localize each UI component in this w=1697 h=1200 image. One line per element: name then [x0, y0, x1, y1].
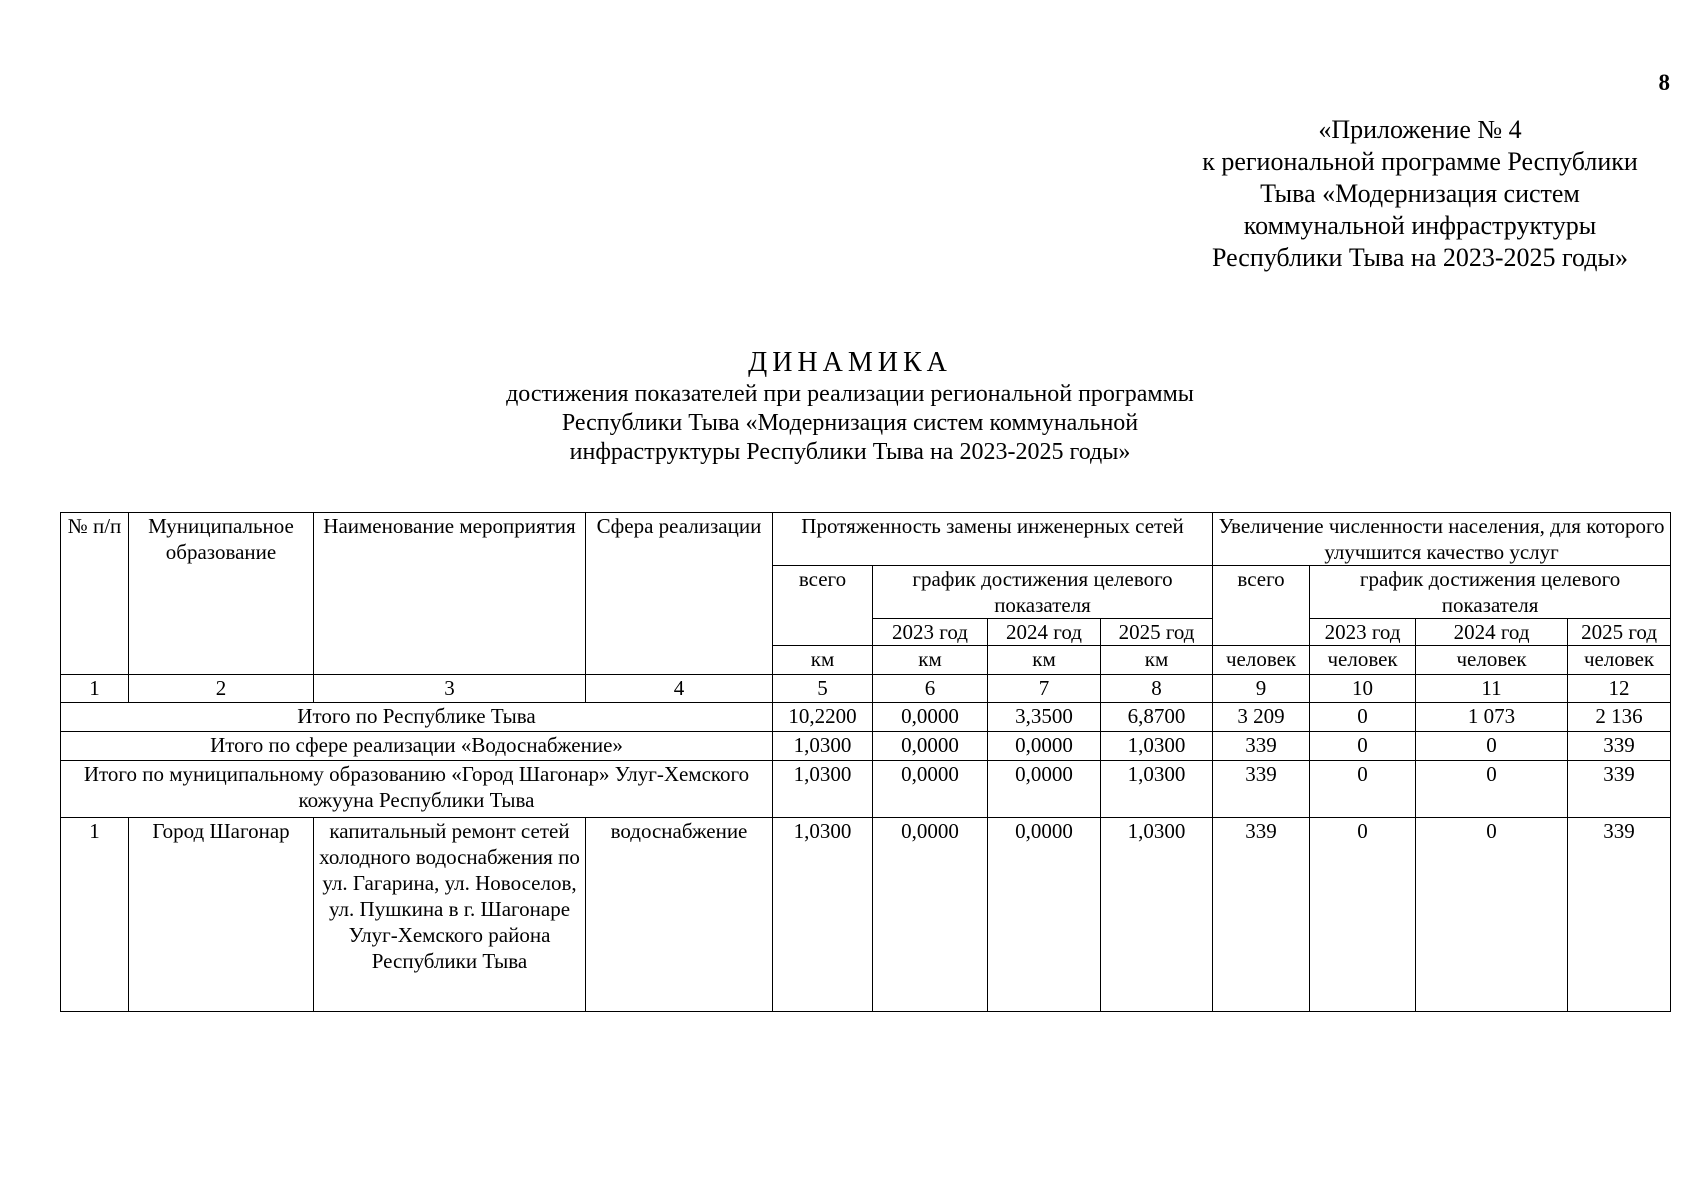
header-sphere: Сфера реализации: [586, 513, 773, 675]
column-number: 9: [1213, 675, 1310, 703]
column-number: 8: [1101, 675, 1213, 703]
value-cell: 0: [1416, 732, 1568, 761]
title-line: инфраструктуры Республики Тыва на 2023-2025 годы»: [569, 439, 1131, 465]
value-cell: 1,0300: [1101, 761, 1213, 818]
item-event: капитальный ремонт сетей холодного водоснабжения по ул. Гагарина, ул. Новоселов, ул. Пушкина в г. Шагонаре Улуг-Хемского района Республики Тыва: [314, 818, 586, 1012]
column-number: 2: [129, 675, 314, 703]
header-year-2025: 2025 год: [1568, 619, 1671, 646]
column-number: 11: [1416, 675, 1568, 703]
appendix-line: Тыва «Модернизация систем: [1260, 179, 1580, 208]
unit-km: км: [1101, 646, 1213, 675]
value-cell: 1,0300: [773, 732, 873, 761]
title-heading: ДИНАМИКА: [748, 347, 952, 378]
value-cell: 339: [1568, 732, 1671, 761]
column-numbers-row: [61, 675, 1671, 703]
value-cell: 0,0000: [988, 818, 1101, 1012]
summary-row-municipality: [61, 761, 1671, 818]
column-number: 6: [873, 675, 988, 703]
header-population-total: всего: [1213, 566, 1310, 646]
value-cell: 6,8700: [1101, 703, 1213, 732]
unit-km: км: [988, 646, 1101, 675]
unit-people: человек: [1310, 646, 1416, 675]
header-num: № п/п: [61, 513, 129, 675]
value-cell: 0,0000: [873, 732, 988, 761]
header-year-2023: 2023 год: [1310, 619, 1416, 646]
header-row: [61, 513, 1671, 566]
summary-label: Итого по муниципальному образованию «Город Шагонар» Улуг-Хемского кожууна Республики Тыва: [61, 761, 773, 818]
value-cell: 1,0300: [773, 761, 873, 818]
header-population-schedule: график достижения целевого показателя: [1310, 566, 1671, 619]
column-number: 4: [586, 675, 773, 703]
value-cell: 3 209: [1213, 703, 1310, 732]
column-number: 3: [314, 675, 586, 703]
document-title: [400, 346, 1300, 467]
header-length-schedule: график достижения целевого показателя: [873, 566, 1213, 619]
unit-km: км: [873, 646, 988, 675]
item-sphere: водоснабжение: [586, 818, 773, 1012]
value-cell: 0,0000: [873, 761, 988, 818]
value-cell: 0: [1310, 818, 1416, 1012]
value-cell: 1,0300: [1101, 818, 1213, 1012]
unit-km: км: [773, 646, 873, 675]
summary-row-sphere: [61, 732, 1671, 761]
item-num: 1: [61, 818, 129, 1012]
value-cell: 0: [1416, 818, 1568, 1012]
dynamics-table: [60, 512, 1671, 1012]
header-year-2024: 2024 год: [988, 619, 1101, 646]
title-line: Республики Тыва «Модернизация систем коммунальной: [561, 410, 1139, 436]
summary-label: Итого по сфере реализации «Водоснабжение»: [61, 732, 773, 761]
column-number: 12: [1568, 675, 1671, 703]
unit-people: человек: [1568, 646, 1671, 675]
value-cell: 0: [1310, 761, 1416, 818]
value-cell: 339: [1213, 761, 1310, 818]
value-cell: 0,0000: [873, 703, 988, 732]
value-cell: 0,0000: [988, 732, 1101, 761]
value-cell: 0: [1416, 761, 1568, 818]
item-municipality: Город Шагонар: [129, 818, 314, 1012]
value-cell: 339: [1213, 732, 1310, 761]
header-municipality: Муниципальное образование: [129, 513, 314, 675]
value-cell: 339: [1568, 818, 1671, 1012]
header-year-2023: 2023 год: [873, 619, 988, 646]
column-number: 5: [773, 675, 873, 703]
value-cell: 1,0300: [1101, 732, 1213, 761]
unit-people: человек: [1416, 646, 1568, 675]
appendix-line: коммунальной инфраструктуры: [1243, 211, 1597, 240]
table-row: [61, 818, 1671, 1012]
summary-label: Итого по Республике Тыва: [61, 703, 773, 732]
value-cell: 339: [1568, 761, 1671, 818]
header-year-2025: 2025 год: [1101, 619, 1213, 646]
value-cell: 2 136: [1568, 703, 1671, 732]
value-cell: 339: [1213, 818, 1310, 1012]
header-length-total: всего: [773, 566, 873, 646]
value-cell: 0: [1310, 703, 1416, 732]
value-cell: 1,0300: [773, 818, 873, 1012]
value-cell: 0,0000: [873, 818, 988, 1012]
appendix-line: Республики Тыва на 2023-2025 годы»: [1211, 243, 1629, 272]
value-cell: 1 073: [1416, 703, 1568, 732]
unit-people: человек: [1213, 646, 1310, 675]
appendix-line: «Приложение № 4: [1318, 115, 1522, 144]
appendix-line: к региональной программе Республики: [1202, 147, 1638, 176]
page-number: 8: [1658, 70, 1670, 95]
header-event: Наименование мероприятия: [314, 513, 586, 675]
header-length-group: Протяженность замены инженерных сетей: [773, 513, 1213, 566]
header-year-2024: 2024 год: [1416, 619, 1568, 646]
column-number: 10: [1310, 675, 1416, 703]
value-cell: 10,2200: [773, 703, 873, 732]
value-cell: 3,3500: [988, 703, 1101, 732]
value-cell: 0,0000: [988, 761, 1101, 818]
title-line: достижения показателей при реализации региональной программы: [506, 381, 1194, 407]
summary-row-republic: [61, 703, 1671, 732]
column-number: 7: [988, 675, 1101, 703]
column-number: 1: [61, 675, 129, 703]
header-population-group: Увеличение численности населения, для которого улучшится качество услуг: [1213, 513, 1671, 566]
value-cell: 0: [1310, 732, 1416, 761]
appendix-note: [1170, 114, 1670, 274]
